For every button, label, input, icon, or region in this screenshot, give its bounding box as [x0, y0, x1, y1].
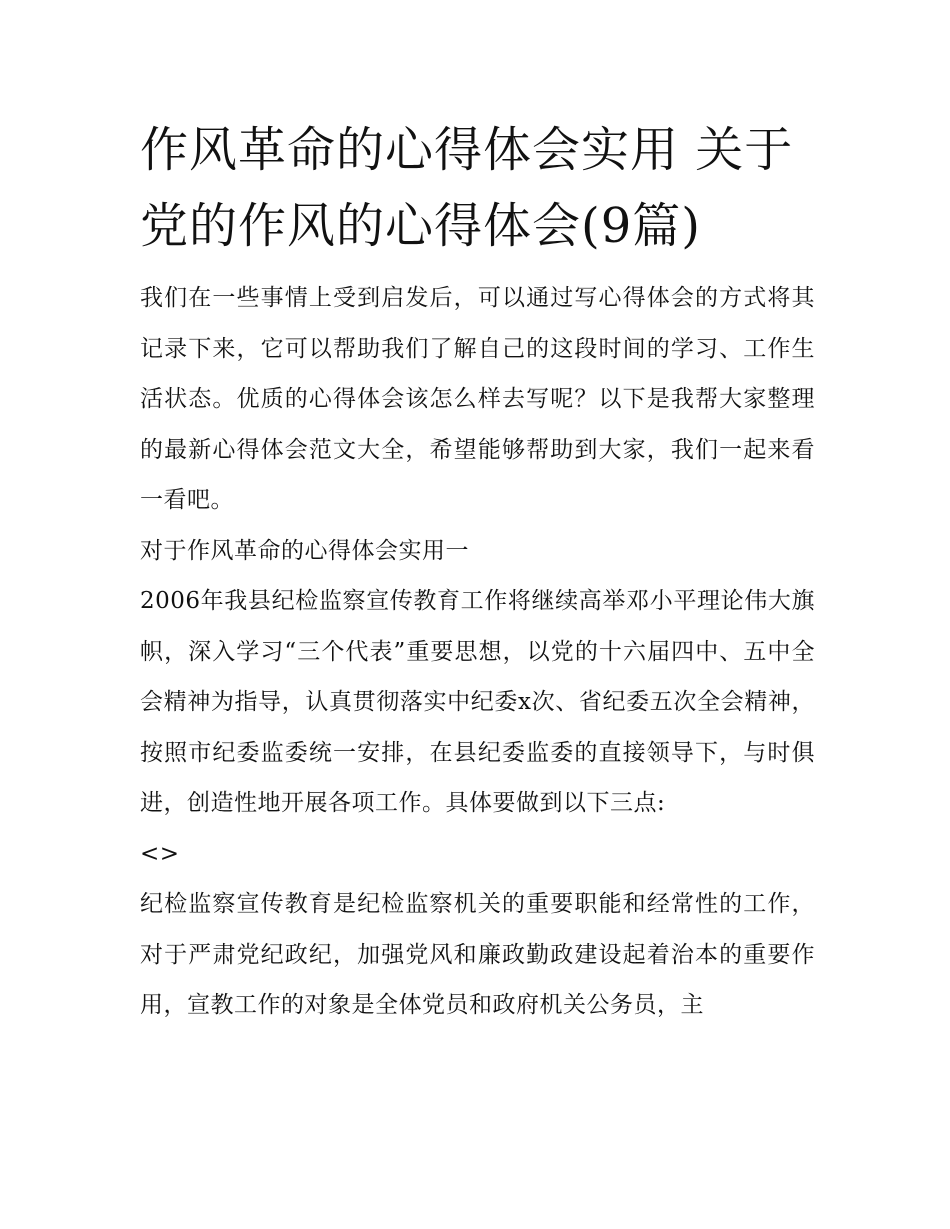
document-title: 作风革命的心得体会实用 关于党的作风的心得体会(9篇): [140, 122, 794, 254]
document-body: [140, 112, 815, 1031]
body-paragraph-1: 2006年我县纪检监察宣传教育工作将继续高举邓小平理论伟大旗帜，深入学习“三个代表”重要思想，以党的十六届四中、五中全会精神为指导，认真贯彻落实中纪委x次、省纪委五次全会精神，按照市纪委监委统一安排，在县纪委监委的直接领导下，与时俱进，创造性地开展各项工作。具体要做到以下三点:: [140, 588, 815, 816]
body-paragraph-2: 纪检监察宣传教育是纪检监察机关的重要职能和经常性的工作，对于严肃党纪政纪，加强党风和廉政勤政建设起着治本的重要作用，宣教工作的对象是全体党员和政府机关公务员，主: [140, 891, 815, 1018]
intro-paragraph: 我们在一些事情上受到启发后，可以通过写心得体会的方式将其记录下来，它可以帮助我们了解自己的这段时间的学习、工作生活状态。优质的心得体会该怎么样去写呢？以下是我帮大家整理的最新心得体会范文大全，希望能够帮助到大家，我们一起来看一看吧。: [140, 285, 815, 513]
placeholder-marker: <>: [140, 840, 180, 867]
section-heading: 对于作风革命的心得体会实用一: [140, 537, 469, 564]
